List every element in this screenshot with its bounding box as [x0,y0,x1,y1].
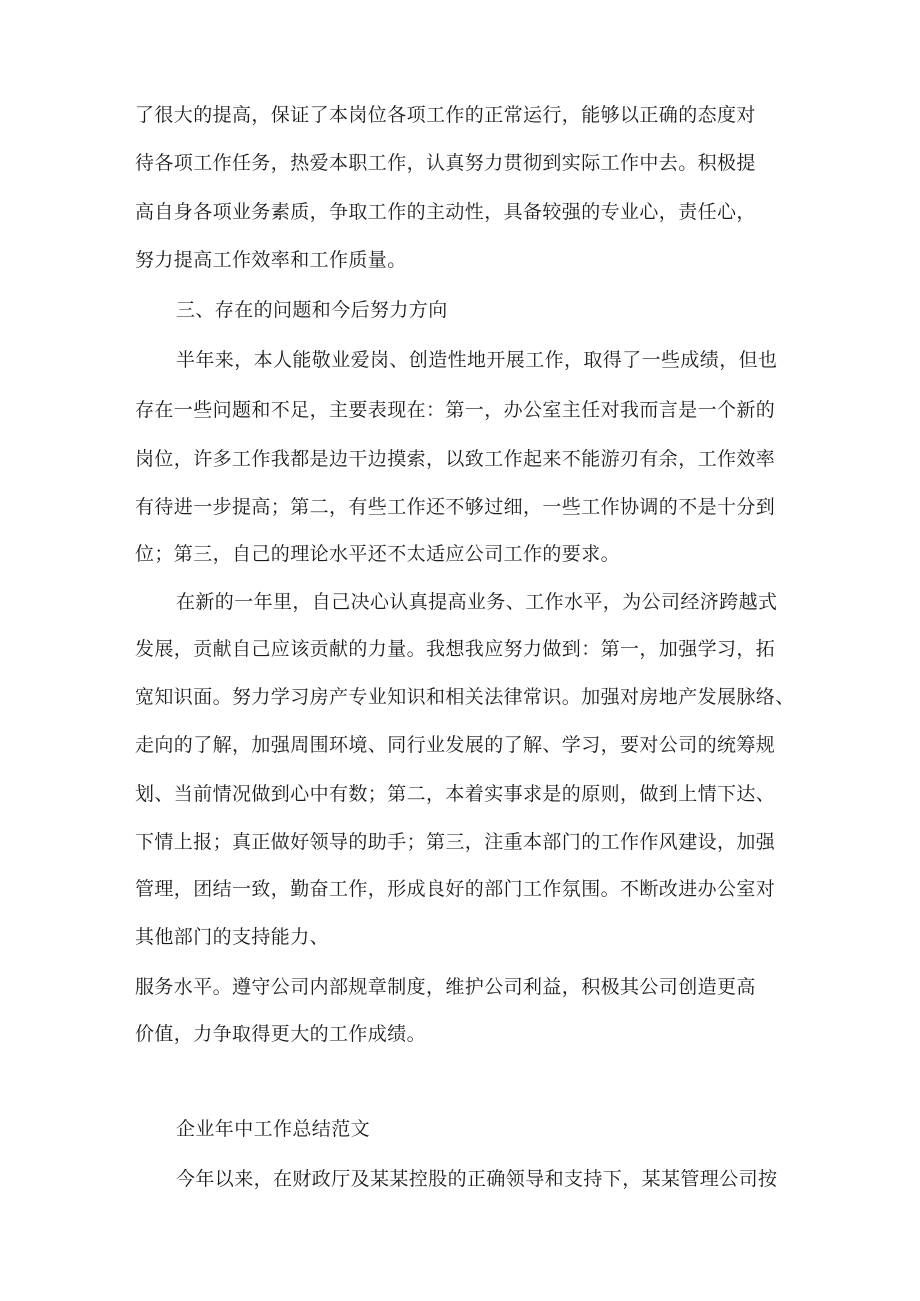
paragraph-line: 待各项工作任务，热爱本职工作，认真努力贯彻到实际工作中去。积极提 [135,152,756,174]
paragraph-line: 其他部门的支持能力、 [135,926,330,948]
paragraph-line: 服务水平。遵守公司内部规章制度，维护公司利益，积极其公司创造更高 [135,976,756,998]
paragraph-line: 下情上报；真正做好领导的助手；第三，注重本部门的工作作风建设，加强 [135,831,776,853]
paragraph-line: 高自身各项业务素质，争取工作的主动性，具备较强的专业心，责任心， [135,201,756,223]
paragraph-line: 价值，力争取得更大的工作成绩。 [135,1023,427,1045]
paragraph-line: 位；第三，自己的理论水平还不太适应公司工作的要求。 [135,543,621,565]
paragraph-line: 有待进一步提高；第二，有些工作还不够过细，一些工作协调的不是十分到 [135,496,776,518]
document-title: 企业年中工作总结范文 [176,1118,371,1140]
paragraph-line: 发展，贡献自己应该贡献的力量。我想我应努力做到：第一，加强学习，拓 [135,638,776,660]
paragraph-line: 存在一些问题和不足，主要表现在：第一，办公室主任对我而言是一个新的 [135,399,776,421]
paragraph-line: 努力提高工作效率和工作质量。 [135,249,407,271]
paragraph-line: 了很大的提高，保证了本岗位各项工作的正常运行，能够以正确的态度对 [135,104,756,126]
paragraph-line: 走向的了解，加强周围环境、同行业发展的了解、学习，要对公司的统筹规 [135,734,776,756]
paragraph-line: 在新的一年里，自己决心认真提高业务、工作水平，为公司经济跨越式 [176,591,778,613]
paragraph-line: 宽知识面。努力学习房产专业知识和相关法律常识。加强对房地产发展脉络、 [135,686,795,708]
paragraph-line: 今年以来，在财政厅及某某控股的正确领导和支持下，某某管理公司按 [176,1168,778,1190]
paragraph-line: 岗位，许多工作我都是边干边摸索，以致工作起来不能游刃有余，工作效率 [135,448,776,470]
paragraph-line: 半年来，本人能敬业爱岗、创造性地开展工作，取得了一些成绩，但也 [176,349,778,371]
paragraph-line: 管理，团结一致，勤奋工作，形成良好的部门工作氛围。不断改进办公室对 [135,878,776,900]
section-heading: 三、存在的问题和今后努力方向 [176,299,448,321]
paragraph-line: 划、当前情况做到心中有数；第二，本着实事求是的原则，做到上情下达、 [135,783,776,805]
